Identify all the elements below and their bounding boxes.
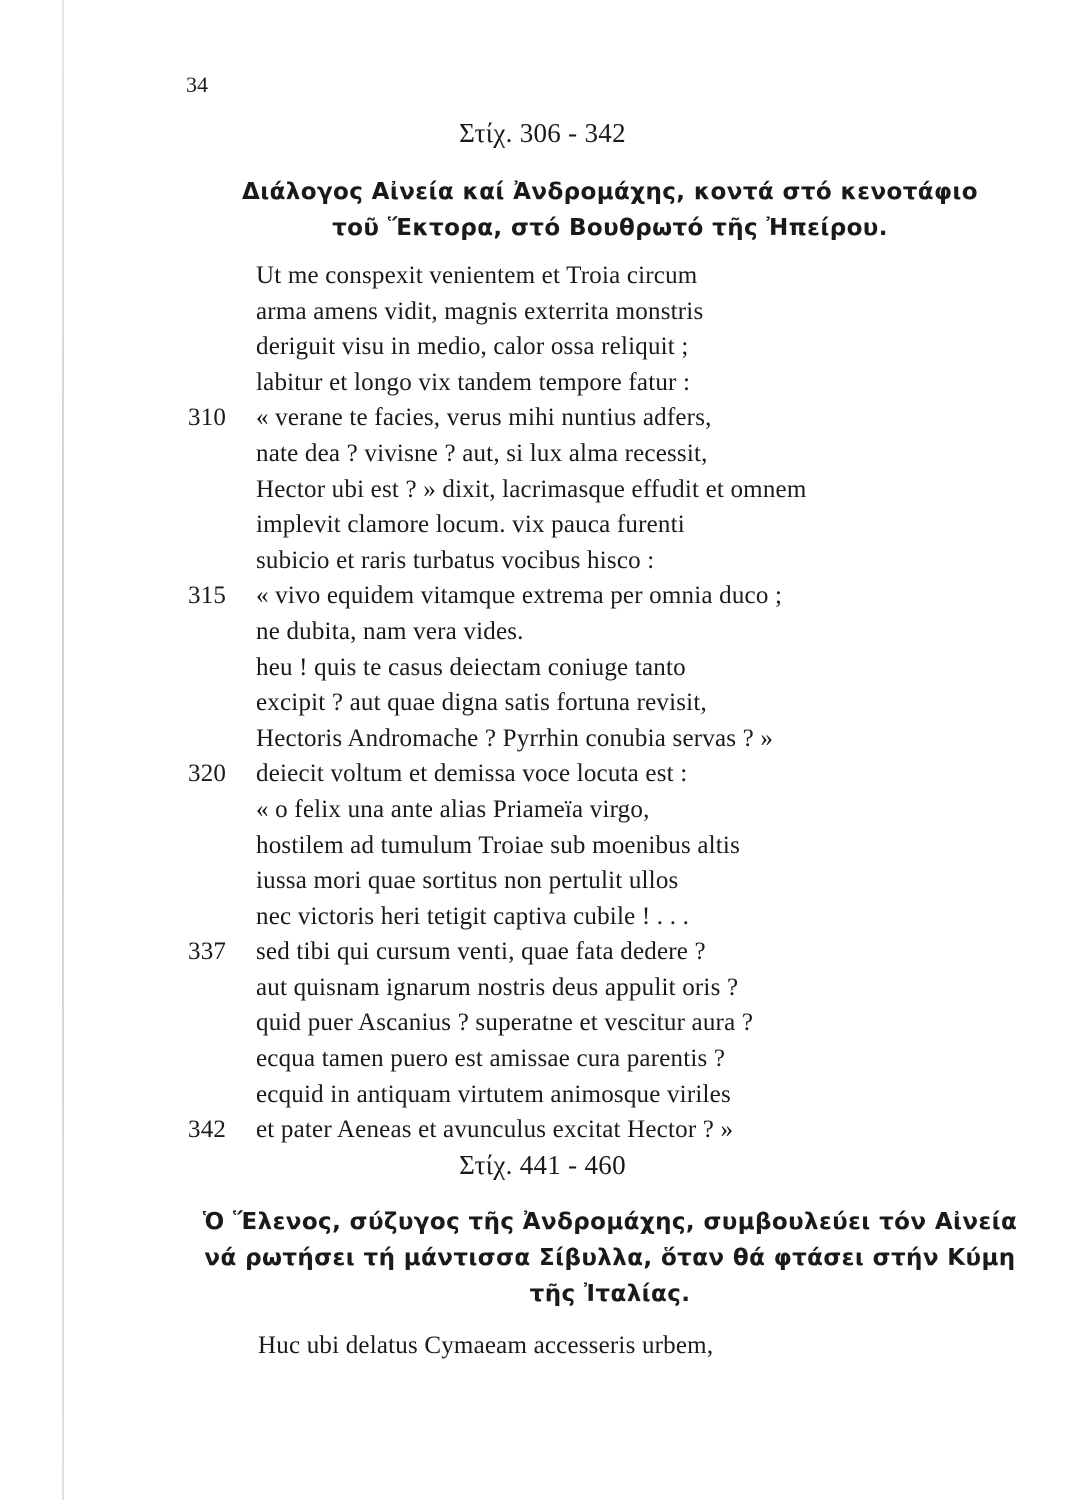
verse-line [0, 970, 1085, 1006]
heading-line: τοῦ Ἕκτορα, στό Βουθρωτό τῆς Ἠπείρου. [332, 215, 888, 241]
latin-verse-block [0, 258, 1085, 1148]
section-heading-greek-1 [190, 174, 1030, 246]
verse-line [0, 1077, 1085, 1113]
heading-line: νά ρωτήσει τή μάντισσα Σίβυλλα, ὅταν θά φτάσει στήν Κύμη [204, 1245, 1016, 1271]
verse-text: « vivo equidem vitamque extrema per omnia duco ; [256, 582, 783, 610]
verse-text: arma amens vidit, magnis exterrita monstris [256, 297, 704, 325]
verse-text: nate dea ? vivisne ? aut, si lux alma recessit, [256, 439, 708, 467]
verse-line [0, 828, 1085, 864]
heading-line: τῆς Ἰταλίας. [529, 1281, 691, 1307]
verse-text: heu ! quis te casus deiectam coniuge tanto [256, 653, 686, 681]
line-number: 320 [188, 760, 227, 788]
section-heading-greek-2 [190, 1204, 1030, 1312]
verse-line [0, 294, 1085, 330]
verse-line [0, 1112, 1085, 1148]
verse-line [0, 436, 1085, 472]
verse-line [0, 934, 1085, 970]
verse-line [0, 578, 1085, 614]
verse-line [0, 258, 1085, 294]
verse-text: aut quisnam ignarum nostris deus appulit oris ? [256, 973, 739, 1001]
verse-line [0, 543, 1085, 579]
verse-text: hostilem ad tumulum Troiae sub moenibus altis [256, 831, 740, 859]
verse-line [0, 507, 1085, 543]
verse-text: ecquid in antiquam virtutem animosque viriles [256, 1080, 731, 1108]
verse-text: ne dubita, nam vera vides. [256, 617, 524, 645]
verse-text: Ut me conspexit venientem et Troia circum [256, 262, 698, 289]
verse-text: ecqua tamen puero est amissae cura parentis ? [256, 1045, 726, 1073]
verse-text: labitur et longo vix tandem tempore fatur : [256, 368, 691, 396]
verse-text: deriguit visu in medio, calor ossa reliquit ; [256, 333, 689, 361]
verse-text: subicio et raris turbatus vocibus hisco : [256, 546, 655, 574]
section-title-verses-306-342: Στίχ. 306 - 342 [459, 118, 626, 148]
verse-text: deiecit voltum et demissa voce locuta est : [256, 760, 688, 788]
verse-line [0, 899, 1085, 935]
verse-line [0, 685, 1085, 721]
verse-text: excipit ? aut quae digna satis fortuna revisit, [256, 689, 707, 717]
verse-line [0, 721, 1085, 757]
verse-text: « o felix una ante alias Priameïa virgo, [256, 795, 650, 823]
page-number: 34 [186, 72, 208, 97]
line-number: 310 [188, 404, 227, 432]
line-number: 342 [188, 1116, 227, 1144]
verse-line [0, 756, 1085, 792]
verse-text: quid puer Ascanius ? superatne et vescitur aura ? [256, 1009, 754, 1037]
verse-line [0, 1041, 1085, 1077]
verse-text: sed tibi qui cursum venti, quae fata dedere ? [256, 938, 706, 966]
verse-line [0, 614, 1085, 650]
verse-line [0, 472, 1085, 508]
verse-text: nec victoris heri tetigit captiva cubile ! . . . [256, 902, 690, 930]
verse-text: « verane te facies, verus mihi nuntius adfers, [256, 404, 712, 432]
verse-text: Hectoris Andromache ? Pyrrhin conubia servas ? » [256, 724, 774, 752]
line-number: 337 [188, 938, 227, 966]
verse-line [0, 792, 1085, 828]
verse-line-final: Huc ubi delatus Cymaeam accesseris urbem, [258, 1332, 714, 1359]
verse-line [0, 1005, 1085, 1041]
section-title-verses-441-460: Στίχ. 441 - 460 [459, 1150, 626, 1180]
heading-line: Διάλογος Αἰνεία καί Ἀνδρομάχης, κοντά στό κενοτάφιο [242, 179, 978, 205]
line-number: 315 [188, 582, 227, 610]
heading-line: Ὁ Ἕλενος, σύζυγος τῆς Ἀνδρομάχης, συμβουλεύει τόν Αἰνεία [202, 1209, 1018, 1235]
verse-line [0, 863, 1085, 899]
verse-text: et pater Aeneas et avunculus excitat Hector ? » [256, 1116, 734, 1144]
verse-line [0, 365, 1085, 401]
verse-line [0, 400, 1085, 436]
verse-text: iussa mori quae sortitus non pertulit ullos [256, 867, 679, 895]
verse-line [0, 329, 1085, 365]
verse-text: implevit clamore locum. vix pauca furenti [256, 511, 685, 539]
verse-text: Hector ubi est ? » dixit, lacrimasque effudit et omnem [256, 475, 807, 503]
verse-line [0, 650, 1085, 686]
